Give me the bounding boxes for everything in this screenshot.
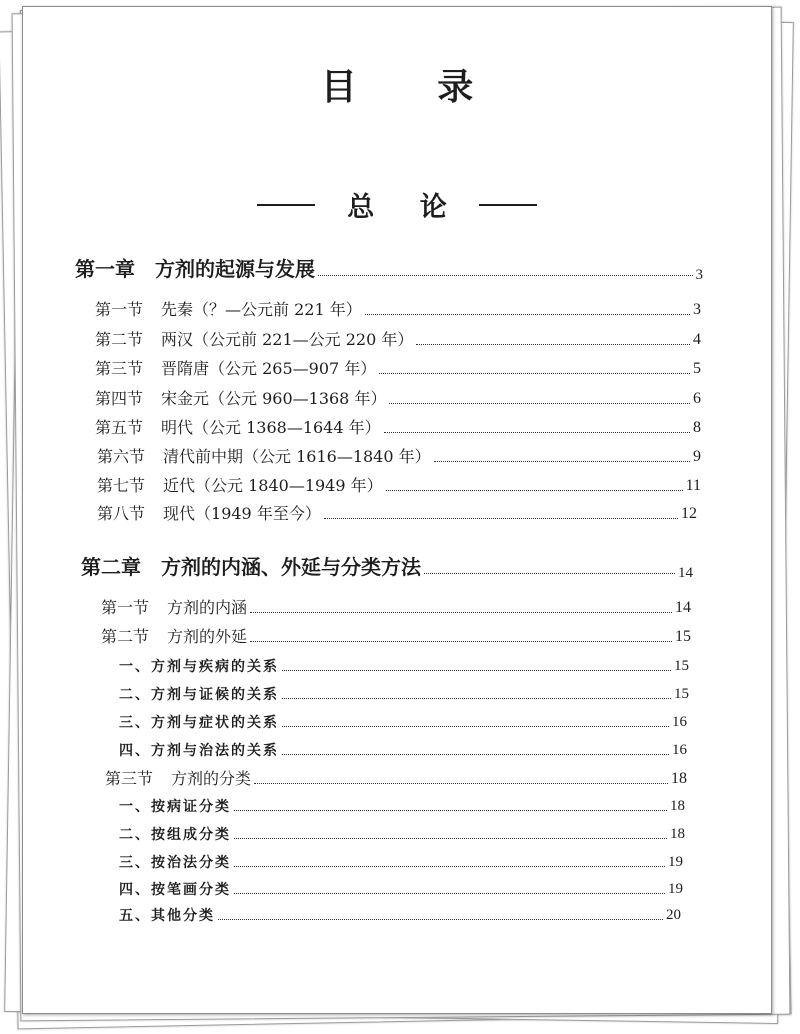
item-title: 三、方剂与症状的关系 — [119, 715, 279, 731]
toc-item[interactable] — [119, 687, 689, 702]
item-title: 二、方剂与证候的关系 — [119, 687, 279, 703]
section-title: 现代（1949 年至今） — [163, 504, 321, 523]
section-label: 第三节 — [105, 769, 154, 788]
page-number: 12 — [681, 505, 697, 522]
toc-page — [22, 6, 772, 1014]
section-label: 第二节 — [101, 627, 150, 646]
section-label: 第三节 — [95, 359, 144, 378]
dot-leader — [379, 373, 690, 374]
section-title: 明代（公元 1368—1644 年） — [161, 418, 381, 437]
toc-item[interactable] — [119, 743, 687, 758]
toc-item[interactable] — [119, 827, 685, 842]
toc-item[interactable] — [119, 908, 681, 923]
page-number: 14 — [678, 565, 693, 581]
section-label: 第七节 — [97, 476, 146, 495]
section-label: 第四节 — [95, 389, 144, 408]
section-title: 先秦（？—公元前 221 年） — [161, 300, 362, 319]
item-title: 四、按笔画分类 — [119, 882, 231, 898]
item-title: 一、方剂与疾病的关系 — [119, 659, 279, 675]
section-label: 第一节 — [95, 300, 144, 319]
page-title: 目 录 — [320, 66, 508, 108]
chapter-label: 第二章 方剂的内涵、外延与分类方法 — [81, 555, 421, 579]
dot-leader — [234, 866, 665, 867]
toc-chapter[interactable] — [81, 555, 693, 581]
page-number: 11 — [685, 477, 701, 494]
page-number: 5 — [693, 360, 701, 377]
dot-leader — [384, 432, 690, 433]
item-title: 五、其他分类 — [119, 908, 215, 924]
page-number: 19 — [668, 854, 683, 870]
page-number: 14 — [675, 599, 691, 616]
section-label: 第二节 — [95, 330, 144, 349]
toc-section[interactable] — [95, 420, 701, 436]
chapter-label: 第一章 方剂的起源与发展 — [75, 257, 315, 281]
page-number: 16 — [672, 742, 687, 758]
section-title: 清代前中期（公元 1616—1840 年） — [163, 447, 431, 466]
toc-section[interactable] — [105, 771, 687, 787]
toc-section[interactable] — [97, 506, 697, 522]
page-number: 18 — [670, 826, 685, 842]
dot-leader — [282, 670, 671, 671]
section-title: 方剂的内涵 — [167, 598, 248, 617]
toc-section[interactable] — [95, 391, 701, 407]
dot-leader — [282, 726, 669, 727]
section-title: 方剂的分类 — [171, 769, 252, 788]
dot-leader — [282, 754, 669, 755]
toc-section[interactable] — [97, 449, 701, 465]
dot-leader — [250, 612, 672, 613]
toc-item[interactable] — [119, 715, 687, 730]
toc-section[interactable] — [101, 629, 691, 645]
toc-section[interactable] — [97, 478, 701, 494]
page-number: 18 — [670, 798, 685, 814]
dot-leader — [365, 314, 690, 315]
page-number: 20 — [666, 907, 681, 923]
toc-item[interactable] — [119, 855, 683, 870]
dot-leader — [250, 641, 672, 642]
heading-rule-left — [257, 204, 315, 206]
part-heading — [23, 185, 771, 224]
dot-leader — [386, 490, 683, 491]
dot-leader — [389, 403, 690, 404]
section-title: 方剂的外延 — [167, 627, 248, 646]
dot-leader — [324, 518, 678, 519]
toc-item[interactable] — [119, 659, 689, 674]
page-number: 3 — [693, 301, 701, 318]
toc-chapter[interactable] — [75, 257, 703, 283]
dot-leader — [234, 838, 667, 839]
page-number: 15 — [674, 658, 689, 674]
section-label: 第一节 — [101, 598, 150, 617]
section-label: 第六节 — [97, 447, 146, 466]
toc-section[interactable] — [95, 361, 701, 377]
page-number: 16 — [672, 714, 687, 730]
chapter-title: 方剂的内涵、外延与分类方法 — [161, 555, 421, 579]
toc-section[interactable] — [95, 302, 701, 318]
dot-leader — [424, 573, 675, 574]
section-label: 第八节 — [97, 504, 146, 523]
dot-leader — [234, 893, 665, 894]
toc-section[interactable] — [95, 332, 701, 348]
item-title: 一、按病证分类 — [119, 799, 231, 815]
heading-rule-right — [479, 204, 537, 206]
item-title: 三、按治法分类 — [119, 855, 231, 871]
part-heading-text: 总 论 — [347, 192, 465, 223]
bleed-through-text — [223, 968, 543, 985]
page-number: 15 — [674, 686, 689, 702]
page-number: 4 — [693, 331, 701, 348]
chapter-title: 方剂的起源与发展 — [155, 257, 315, 281]
item-title: 二、按组成分类 — [119, 827, 231, 843]
item-title: 四、方剂与治法的关系 — [119, 743, 279, 759]
toc-item[interactable] — [119, 882, 683, 897]
page-number: 15 — [675, 628, 691, 645]
page-number: 8 — [693, 419, 701, 436]
dot-leader — [218, 919, 663, 920]
page-number: 9 — [693, 448, 701, 465]
dot-leader — [282, 698, 671, 699]
section-title: 宋金元（公元 960—1368 年） — [161, 389, 387, 408]
dot-leader — [434, 461, 690, 462]
toc-item[interactable] — [119, 799, 685, 814]
section-title: 近代（公元 1840—1949 年） — [163, 476, 383, 495]
toc-section[interactable] — [101, 600, 691, 616]
page-number: 3 — [695, 267, 703, 283]
dot-leader — [416, 344, 690, 345]
section-title: 两汉（公元前 221—公元 220 年） — [161, 330, 414, 349]
section-title: 晋隋唐（公元 265—907 年） — [161, 359, 377, 378]
dot-leader — [234, 810, 667, 811]
page-number: 19 — [668, 881, 683, 897]
page-number: 18 — [671, 770, 687, 787]
section-label: 第五节 — [95, 418, 144, 437]
dot-leader — [254, 783, 668, 784]
dot-leader — [318, 275, 693, 276]
page-number: 6 — [693, 390, 701, 407]
